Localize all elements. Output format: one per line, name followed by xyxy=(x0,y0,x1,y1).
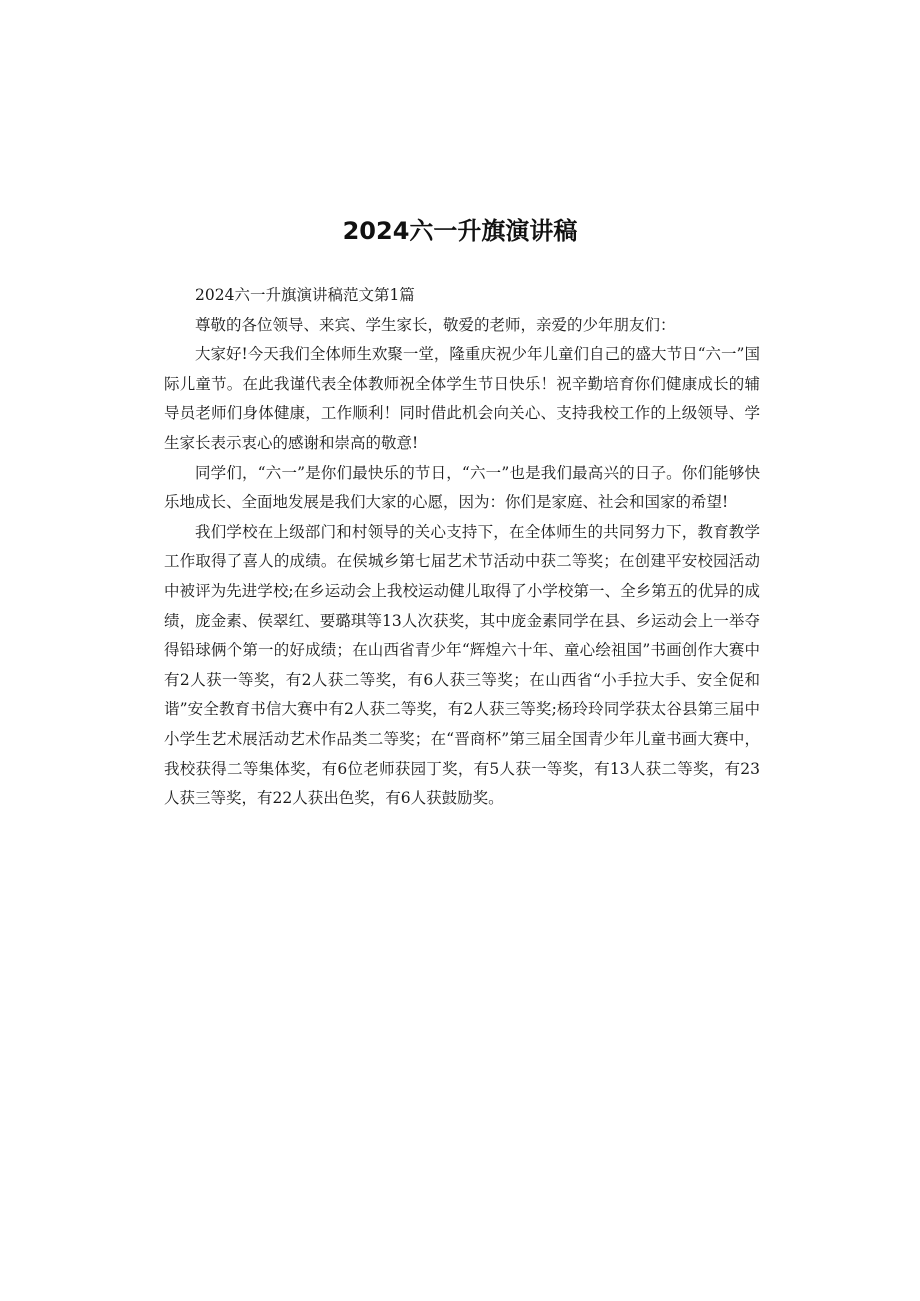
salutation-paragraph: 尊敬的各位领导、来宾、学生家长，敬爱的老师，亲爱的少年朋友们： xyxy=(195,315,676,334)
section-heading: 2024六一升旗演讲稿范文第1篇 xyxy=(195,286,415,304)
greeting-paragraph: 大家好!今天我们全体师生欢聚一堂，隆重庆祝少年儿童们自己的盛大节日“六一”国际儿童节。在此我谨代表全体教师祝全体学生节日快乐！祝辛勤培育你们健康成长的辅导员老师们身体健康，工作顺利！同时借此机会向关心、支持我校工作的上级领导、学生家长表示衷心的感谢和崇高的敬意! xyxy=(164,345,760,452)
document-title: 2024六一升旗演讲稿 xyxy=(342,217,578,245)
achievements-paragraph: 我们学校在上级部门和村领导的关心支持下，在全体师生的共同努力下，教育教学工作取得了喜人的成绩。在侯城乡第七届艺术节活动中获二等奖；在创建平安校园活动中被评为先进学校;在乡运动会上我校运动健儿取得了小学校第一、全乡第五的优异的成绩，庞金素、侯翠红、要璐琪等13人次获奖，其中庞金素同学在县、乡运动会上一举夺得铅球俩个第一的好成绩；在山西省青少年“辉煌六十年、童心绘祖国”书画创作大赛中有2人获一等奖，有2人获二等奖，有6人获三等奖；在山西省“小手拉大手、安全促和谐”安全教育书信大赛中有2人获二等奖，有2人获三等奖;杨玲玲同学获太谷县第三届中小学生艺术展活动艺术作品类二等奖；在“晋商杯”第三届全国青少年儿童书画大赛中，我校获得二等集体奖，有6位老师获园丁奖，有5人获一等奖，有13人获二等奖，有23人获三等奖，有22人获出色奖，有6人获鼓励奖。 xyxy=(164,522,760,808)
document-body xyxy=(164,281,760,814)
students-paragraph: 同学们，“六一”是你们最快乐的节日，“六一”也是我们最高兴的日子。你们能够快乐地成长、全面地发展是我们大家的心愿，因为：你们是家庭、社会和国家的希望! xyxy=(164,463,760,512)
